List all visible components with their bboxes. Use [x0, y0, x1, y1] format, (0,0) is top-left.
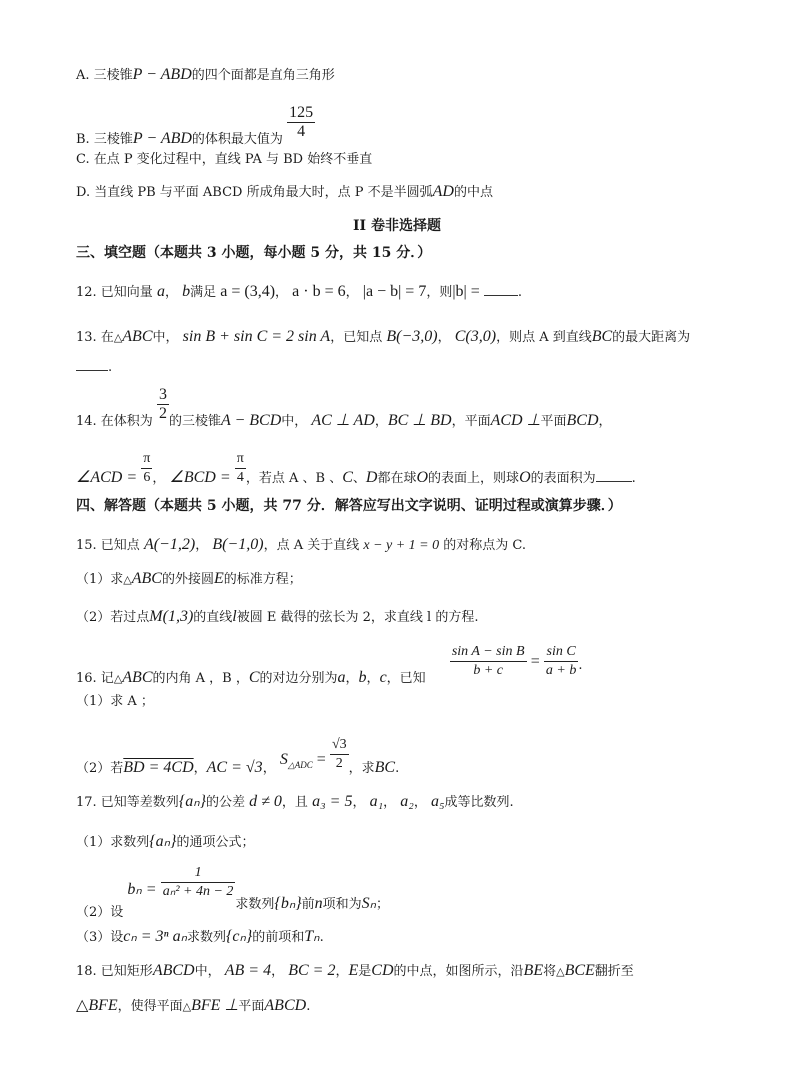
question-17-part-2: （2）设 bₙ = $\frac{1}{\text{aₙ² + 4n − 2}}$ 求数列{bₙ}前n项和为Sₙ；	[76, 865, 390, 920]
fraction-bn: $\frac{1}{\text{aₙ² + 4n − 2}}$	[162, 865, 234, 899]
part-title: II 卷非选择题	[353, 218, 441, 234]
fraction-3-2: $\frac{3}{2}$	[158, 386, 167, 422]
option-a: A. 三棱锥P − ABD的四个面都是直角三角形	[76, 66, 335, 83]
question-15-part-2: （2）若过点M(1,3)的直线l被圆 E 截得的弦长为 2，求直线 l 的方程.	[76, 608, 479, 625]
question-18: 18. 已知矩形ABCD中， AB = 4， BC = 2，E是CD的中点，如图所示，沿BE将△BCE翻折至	[76, 962, 634, 979]
question-13: 13. 在△ABC中， sin B + sin C = 2 sin A，已知点 B(−3,0)， C(3,0)，则点 A 到直线BC的最大距离为	[76, 328, 691, 345]
question-17: 17. 已知等差数列{aₙ}的公差 d ≠ 0，且 a₃ = 5， a₁， a₂， a₅成等比数列.	[76, 793, 514, 810]
question-13-blank-line: .	[76, 358, 112, 377]
question-12: 12. 已知向量 a， b满足 a = (3,4)， a · b = 6， |a − b| = 7，则|b| = .	[76, 283, 523, 300]
section-4-heading: 四、解答题（本题共 5 小题，共 77 分．解答应写出文字说明、证明过程或演算步骤．）	[76, 498, 622, 514]
fraction-pi-4: $\frac{\pi}{4}$	[236, 451, 244, 485]
question-14: 14. 在体积为 $\frac{3}{2}$ 的三棱锥A − BCD中， AC ⊥ AD，BC ⊥ BD，平面ACD ⊥平面BCD，	[76, 386, 612, 429]
question-15: 15. 已知点 A(−1,2)， B(−1,0)，点 A 关于直线 x − y + 1 = 0 的对称点为 C.	[76, 536, 527, 553]
section-3-heading: 三、填空题（本题共 3 小题，每小题 5 分，共 15 分．）	[76, 245, 432, 261]
fraction-125-4: $\frac{125}{4}$	[289, 104, 314, 140]
fraction-sinc: $\frac{\text{sin C}}{a + b}$	[545, 644, 577, 678]
question-16: 16. 记$_\triangle$ABC的内角 A ，B ，C的对边分别为a，b，c，已知 $\frac{\text{sin A − sin B}}{b + c}$ = $\frac{\text{sin C}}{a + b}$ .	[76, 644, 583, 686]
question-17-part-1: （1）求数列{aₙ}的通项公式；	[76, 833, 255, 850]
answer-blank[interactable]	[484, 283, 518, 296]
fraction-sqrt3-2: $\frac{√3}{2}$	[331, 737, 347, 771]
option-b: B. 三棱锥P − ABD的体积最大值为 $\frac{125}{4}$	[76, 104, 314, 147]
answer-blank[interactable]	[596, 469, 632, 482]
question-17-part-3: （3）设cₙ = 3ⁿ aₙ求数列{cₙ}的前项和Tₙ.	[76, 928, 324, 945]
question-14-line-2: ∠ACD = $\frac{\pi}{6}$ ， ∠BCD = $\frac{\pi}{4}$ ，若点 A 、B 、C、D都在球O的表面上，则球O的表面积为 .	[76, 451, 636, 486]
fraction-pi-6: $\frac{\pi}{6}$	[143, 451, 151, 485]
answer-blank[interactable]	[76, 358, 108, 371]
question-18-line-2: △BFE，使得平面△BFE ⊥平面ABCD.	[76, 997, 311, 1014]
fraction-sin-ratio: $\frac{\text{sin A − sin B}}{b + c}$	[451, 644, 525, 678]
option-c: C. 在点 P 变化过程中，直线 PA 与 BD 始终不垂直	[76, 152, 373, 167]
option-d: D. 当直线 PB 与平面 ABCD 所成角最大时，点 P 不是半圆弧AD的中点	[76, 183, 493, 200]
question-16-part-1: （1）求 A ；	[76, 694, 154, 709]
question-16-part-2: （2）若BD = 4CD，AC = √3， $S_{\triangle ADC}$ = $\frac{√3}{2}$ ，求BC.	[76, 737, 400, 776]
question-15-part-1: （1）求△ABC的外接圆E的标准方程；	[76, 570, 302, 587]
